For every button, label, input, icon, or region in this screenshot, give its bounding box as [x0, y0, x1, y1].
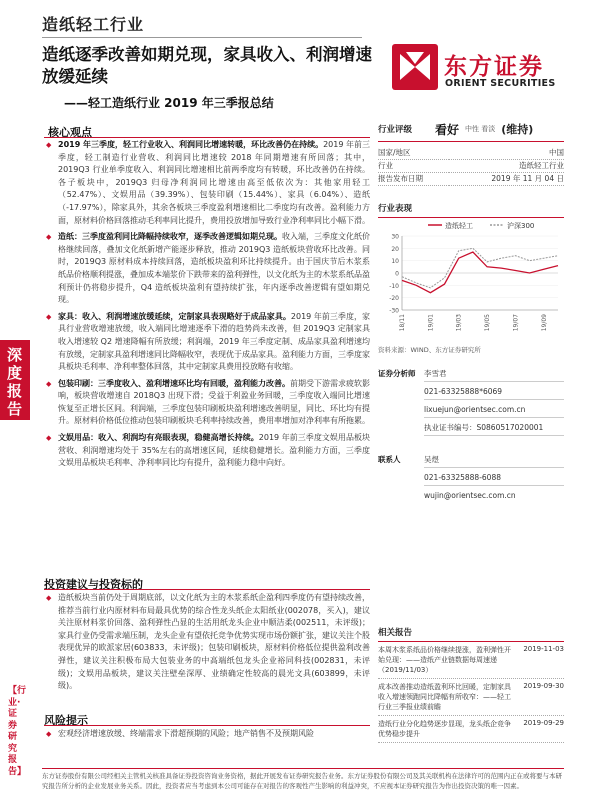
side-report-type: 深度报告 [7, 346, 23, 418]
risk-heading: 风险提示 [44, 714, 88, 727]
header-divider [42, 37, 362, 38]
related-heading: 相关报告 [378, 626, 564, 642]
rating-options: 中性 看淡 [465, 125, 496, 133]
x-tick-label: 19/01 [427, 314, 435, 332]
y-tick-label: 30 [391, 233, 399, 241]
rating-label: 行业评级 [378, 125, 413, 135]
series-line-1 [402, 248, 558, 287]
logo-text-cn: 东方证券 [444, 54, 544, 80]
related-reports [378, 626, 564, 743]
contact-email[interactable]: wujin@orientsec.com.cn [424, 491, 516, 500]
contact-phone: 021-63325888-6088 [424, 473, 501, 482]
info-row: 行业 造纸轻工行业 [378, 161, 564, 170]
rating-box [378, 120, 564, 186]
core-item: ◆ 文娱用品：收入、利润均有亮眼表现，稳健高增长持续。2019 年前三季度文娱用品板块营收、利润增速均处于 35%左右的高增速区间，延续稳健增长。盈利能力方面，三季度文娱用品板块毛利率、净利率同比均有提升，盈利能力稳中向好。 [44, 432, 370, 470]
rating-maintain: (维持) [501, 123, 534, 136]
x-tick-label: 19/09 [540, 314, 548, 332]
risk-item: ◆ 宏观经济增速放缓、终端需求下滑超预期的风险；地产销售不及预期风险 [44, 728, 370, 741]
core-item: ◆ 包装印刷：三季度收入、盈利增速环比均有回暖，盈利能力改善。前期受下游需求疲软影响，板块营收增速自 2018Q3 出现下滑；受益于利盈业务回暖，三季度收入端同比增速恢复至正增长区间。利润端，三季度包装印刷板块盈利增速改善明显，同比、环比均有提升。原材料价格低位推动包装印刷板块毛利率持续改善，费用率增加对净利率有所拖累。 [44, 378, 370, 428]
analyst-row: 证券分析师 李雪君 [378, 369, 447, 378]
x-tick-label: 18/11 [399, 314, 406, 332]
x-tick-label: 19/05 [484, 314, 492, 332]
related-item[interactable]: 成本改善推动造纸盈利环比回暖，定制家具收入增速领跑同比降幅有所收窄：——轻工行业三季报业绩前瞻 2019-09-30 [378, 679, 564, 716]
analyst-email[interactable]: lixuejun@orientsec.com.cn [424, 405, 526, 414]
y-tick-label: -10 [389, 282, 399, 290]
analyst-cert: 执业证书编号：S0860517020001 [424, 423, 544, 432]
analyst-block [378, 368, 564, 501]
logo-mark-icon [392, 44, 438, 90]
legend-label: 沪深300 [507, 222, 535, 230]
y-tick-label: 20 [391, 245, 399, 253]
company-logo [392, 42, 572, 102]
core-divider [44, 137, 370, 138]
y-tick-label: 10 [391, 258, 399, 266]
info-row: 报告发布日期 2019 年 11 月 04 日 [378, 174, 564, 183]
chart-title: 行业表现 [378, 202, 564, 218]
y-tick-label: -20 [389, 295, 399, 303]
data-source: 资料来源：WIND、东方证券研究所 [378, 346, 481, 354]
report-title: 造纸逐季改善如期兑现，家具收入、利润增速放缓延续 [42, 45, 372, 86]
related-item[interactable]: 造纸行业分化趋势逐步显现，龙头纸企竞争优势稳步提升 2019-09-29 [378, 716, 564, 743]
core-item: ◆ 家具：收入、利润增速放缓延续，定制家具表现略好于成品家具。2019 年前三季度，家具行业营收增速放缓，收入端同比增速逐季下滑的趋势尚未改善，但 2019Q3 定制家具收入增速较 Q2 增速降幅有所放缓；利润端，2019 年三季度定制、成品家具盈利增速均有放缓，定制家具盈利增速同比降幅收窄，表现优于成品家具。盈利能力方面，三季度家具板块毛利率、净利率整体回落，其中定制家具费用投放略有收缩。 [44, 311, 370, 374]
rating-value: 看好 [435, 122, 460, 137]
core-bullets [44, 139, 370, 474]
analyst-phone: 021-63325888*6069 [424, 387, 503, 396]
report-subtitle: ——轻工造纸行业 2019 年三季报总结 [64, 96, 274, 110]
x-tick-label: 19/07 [512, 314, 520, 332]
x-tick-label: 19/03 [455, 314, 463, 332]
advice-divider [44, 589, 370, 590]
logo-text-en: ORIENT SECURITIES [445, 78, 556, 89]
industry-label: 造纸轻工行业 [42, 15, 145, 34]
y-tick-label: 0 [395, 270, 399, 278]
disclaimer-footer: 东方证券股份有限公司经相关主管机关核准具备证券投资咨询业务资格，据此开展发布证券研究报告业务。东方证券股份有限公司及其关联机构在法律许可的范围内正在或将要与本研究报告所分析的企业发展业务关系。因此，投资者应当考虑到本公司可能存在对报告的客观性产生影响的利益冲突，不应视本证券研究报告为作出投资决策的唯一因素。 [42, 768, 564, 791]
advice-item: ◆ 造纸板块当前仍处于周期底部，以文化纸为主的木浆系纸企盈利四季度仍有望持续改善，推荐当前行业内原材料布局最具优势的综合性龙头纸企太阳纸业(002078，买入)，建议关注原材料浆价回落、盈利弹性凸显的生活用纸龙头企业中顺洁柔(002511，未评级)；家具行业仍受需求端压制，龙头企业有望依托竞争优势实现市场份额扩张，建议关注个股表现优异的欧派家居(603833，未评级)；包装印刷板块，原材料价格低位提供盈利改善弹性，建议关注积极布局大包装业务的中高端纸包龙头企业裕同科技(002831，未评级)；文娱用品板块，建议关注壁垒深厚、业绩确定性较高的晨光文具(603899，未评级)。 [44, 592, 370, 693]
series-line-0 [402, 252, 558, 293]
advice-heading: 投资建议与投资标的 [44, 578, 143, 591]
related-item[interactable]: 本周木浆系纸品价格继续提涨，盈利弹性开始兑现：——造纸产业链数据每周速递（2019/11/03） 2019-11-03 [378, 642, 564, 679]
industry-performance-chart [378, 202, 564, 340]
rating-row [378, 120, 564, 142]
legend-label: 造纸轻工 [445, 222, 473, 230]
y-tick-label: -30 [389, 307, 399, 315]
info-row: 国家/地区 中国 [378, 146, 564, 159]
risk-divider [44, 725, 370, 726]
advice-body [44, 592, 370, 697]
contact-row: 联系人 吴煜 [378, 455, 439, 464]
info-table [378, 146, 564, 186]
core-item: ◆ 造纸：三季度盈利同比降幅持续收窄，逐季改善逻辑如期兑现。收入端，三季度文化纸价格继续回落，叠加文化纸新增产能逐步释放，推动 2019Q3 造纸板块营收环比改善。同时，2019Q3 原材料成本持续回落，造纸板块盈利环比持续提升。由于国庆节后木浆系纸品价格顺利提涨，叠加成本端浆价下跌带来的盈利弹性，以文化纸为主的木浆系纸品盈利预计仍将稳步提升，Q4 造纸板块盈利有望持续扩张，年内逐季改善逻辑有望如期兑现。 [44, 231, 370, 307]
risk-body [44, 728, 370, 745]
core-item: ◆ 2019 年三季度，轻工行业收入、利润同比增速转暖，环比改善仍在持续。2019 年前三季度，轻工制造行业营收、利润同比增速较 2018 年同期增速有所回落；其中，2019Q3 行业单季度收入、利润同比增速相比前两季度均有转暖，环比改善仍在持续。各子板块中，2019Q3 归母净利润同比增速由高至低依次为：其他家用轻工（52.47%）、文娱用品（39.39%）、包装印刷（15.44%）、家具（6.04%）、造纸（-17.97%），除家具外，其余各板块三季度盈利增速相比二季度均有改善。盈利能力方面，原材料价格回落推动毛利率同比提升，费用投放增加导致行业净利率同比小幅下滑。 [44, 139, 370, 227]
chart-svg [378, 218, 564, 336]
side-bottom-label: 【行业·证券研究报告】 [8, 686, 27, 777]
core-heading: 核心观点 [48, 126, 92, 139]
